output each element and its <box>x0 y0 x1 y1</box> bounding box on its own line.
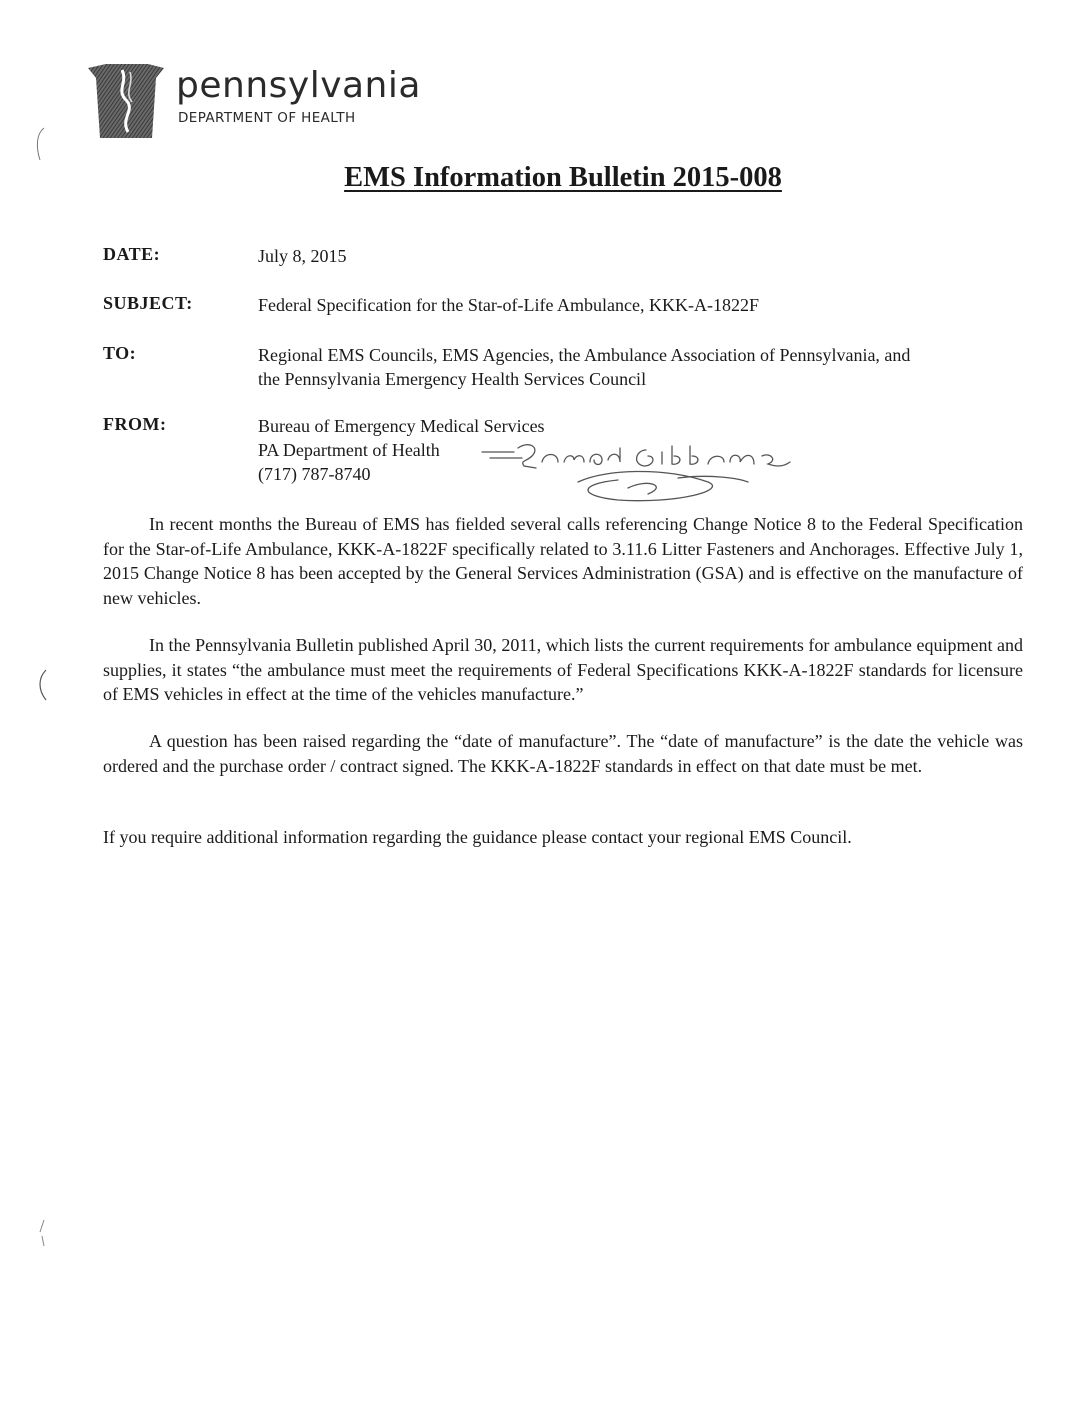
keystone-logo-icon <box>86 62 166 140</box>
body-paragraph: In the Pennsylvania Bulletin published April 30, 2011, which lists the current requirements for ambulance equipment and supplies, it states “the ambulance must meet the requirements of Federal Specifications KKK-A-1822F standards for licensure of EMS vehicles in effect at the time of the vehicles manufacture.” <box>103 635 1023 704</box>
signature-image <box>478 438 798 504</box>
to-label: TO: <box>103 343 137 363</box>
pa-health-logo <box>86 62 421 142</box>
from-line2: PA Department of Health <box>258 440 440 460</box>
to-value-line2: the Pennsylvania Emergency Health Services Council <box>258 369 647 389</box>
bulletin-title: EMS Information Bulletin 2015-008 <box>344 162 782 193</box>
from-line3: (717) 787-8740 <box>258 464 371 484</box>
scan-artifact-mark <box>30 668 50 702</box>
body-paragraph: In recent months the Bureau of EMS has fielded several calls referencing Change Notice 8 to the Federal Specification for the Star-of-Life Ambulance, KKK-A-1822F specifically related to 3.11.6 Litter Fasteners and Anchorages. Effective July 1, 2015 Change Notice 8 has been accepted by the General Services Administration (GSA) and is effective on the manufacture of new vehicles. <box>103 514 1023 608</box>
scan-artifact-mark <box>30 1218 50 1248</box>
from-line1: Bureau of Emergency Medical Services <box>258 416 545 436</box>
body-paragraph: A question has been raised regarding the “date of manufacture”. The “date of manufacture” is the date the vehicle was ordered and the purchase order / contract signed. The KKK-A-1822F standards in effect on that date must be met. <box>103 731 1023 776</box>
scan-artifact-mark <box>30 126 50 162</box>
department-name: DEPARTMENT OF HEALTH <box>178 110 356 126</box>
organization-name: pennsylvania <box>176 65 421 106</box>
to-value-line1: Regional EMS Councils, EMS Agencies, the Ambulance Association of Pennsylvania, and <box>258 345 911 365</box>
date-label: DATE: <box>103 244 161 264</box>
from-label: FROM: <box>103 414 167 434</box>
date-value: July 8, 2015 <box>258 246 347 266</box>
subject-value: Federal Specification for the Star-of-Life Ambulance, KKK-A-1822F <box>258 295 759 315</box>
subject-label: SUBJECT: <box>103 293 193 313</box>
closing-paragraph: If you require additional information regarding the guidance please contact your regional EMS Council. <box>103 827 852 847</box>
